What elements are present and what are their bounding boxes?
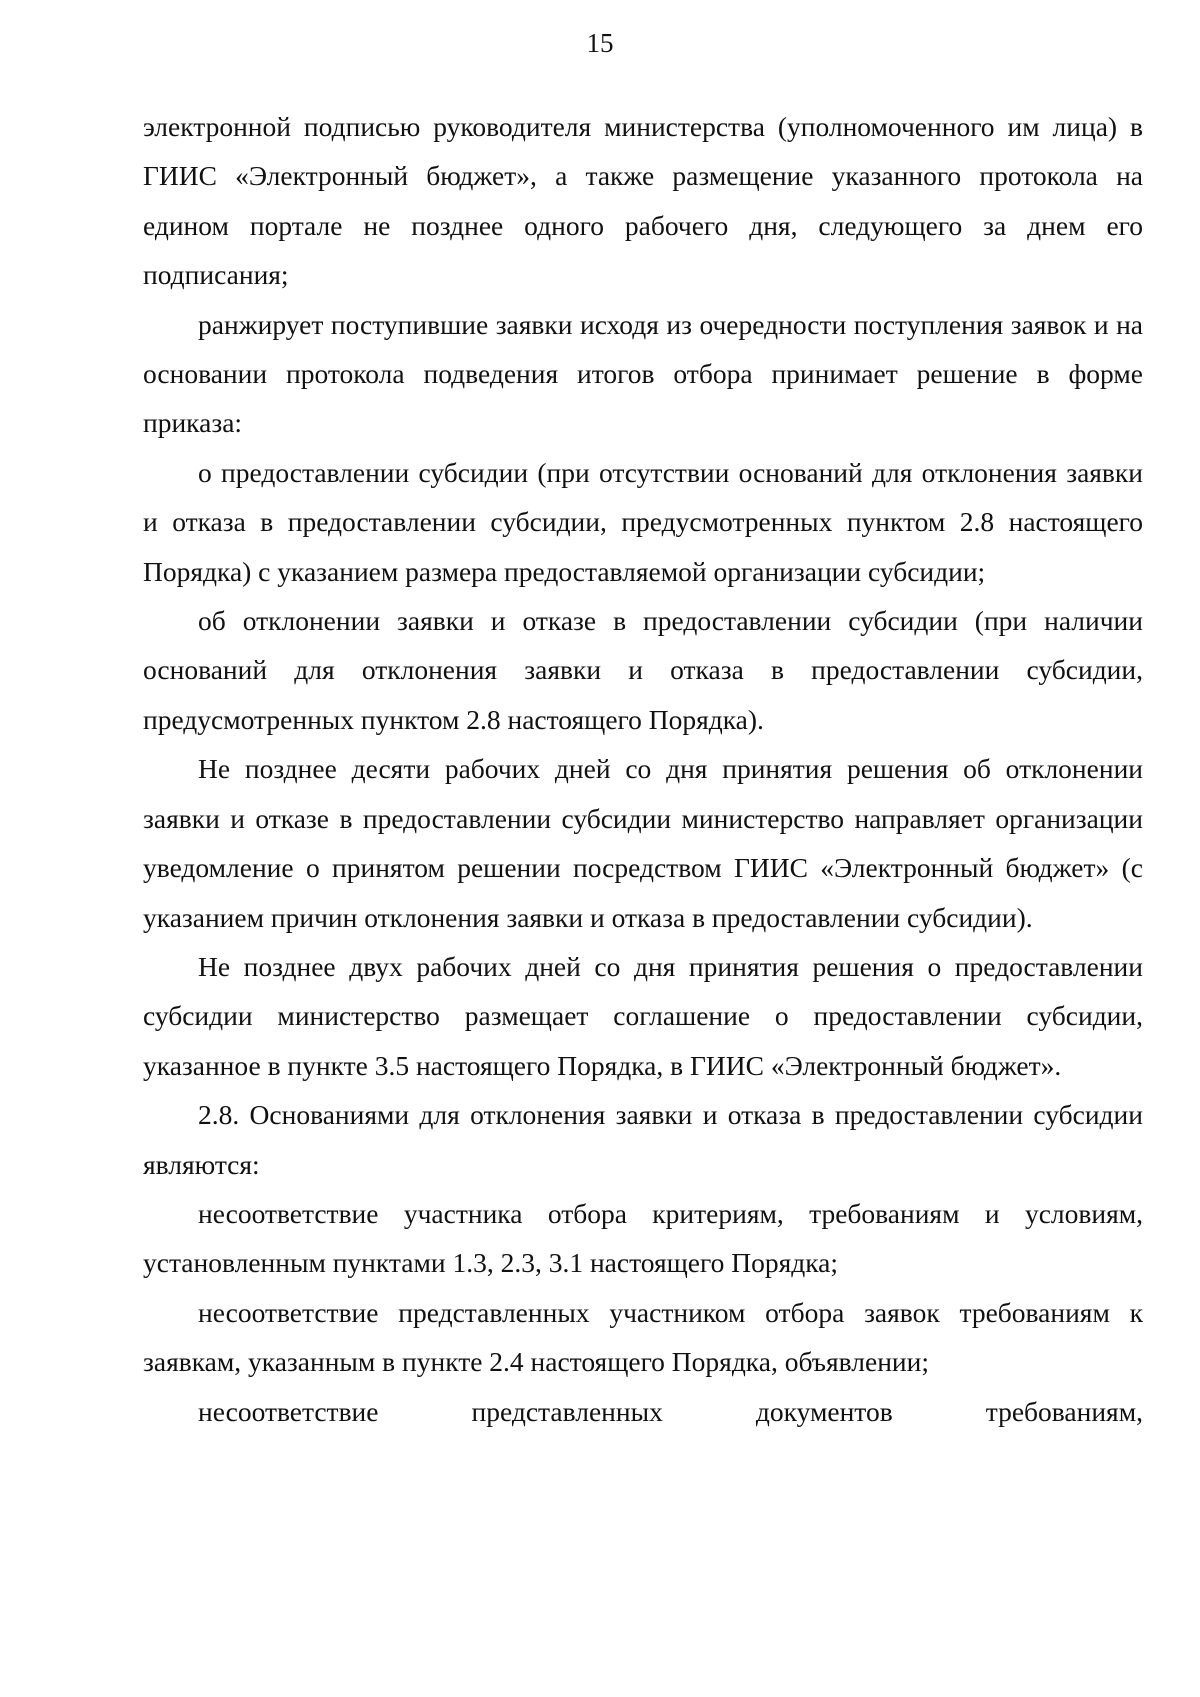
paragraph-ground-documents: несоответствие представленных документов требованиям, bbox=[198, 1395, 1143, 1427]
document-body bbox=[143, 102, 1143, 1436]
paragraph-ranking: ранжирует поступившие заявки исходя из очередности поступления заявок и на основании протокола подведения итогов отбора принимает решение в форме приказа: bbox=[143, 308, 1143, 439]
paragraph-agreement-placement: Не позднее двух рабочих дней со дня принятия решения о предоставлении субсидии министерство размещает соглашение о предоставлении субсидии, указанное в пункте 3.5 настоящего Порядка, в ГИИС «Электронный бюджет». bbox=[143, 950, 1143, 1081]
paragraph-ground-application: несоответствие представленных участником отбора заявок требованиям к заявкам, указанным в пункте 2.4 настоящего Порядка, объявлении; bbox=[143, 1296, 1143, 1378]
paragraph-signature-continuation: электронной подписью руководителя министерства (уполномоченного им лица) в ГИИС «Электронный бюджет», а также размещение указанного протокола на едином портале не позднее одного рабочего дня, следующего за днем его подписания; bbox=[143, 111, 1143, 291]
paragraph-grounds-heading: 2.8. Основаниями для отклонения заявки и отказа в предоставлении субсидии являются: bbox=[143, 1099, 1143, 1180]
paragraph-rejection-decision: об отклонении заявки и отказе в предоставлении субсидии (при наличии оснований для отклонения заявки и отказа в предоставлении субсидии, предусмотренных пунктом 2.8 настоящего Порядка). bbox=[143, 605, 1143, 735]
page-number: 15 bbox=[586, 28, 614, 58]
paragraph-rejection-notice: Не позднее десяти рабочих дней со дня принятия решения об отклонении заявки и отказе в предоставлении субсидии министерство направляет организации уведомление о принятом решении посредством ГИИС «Электронный бюджет» (с указанием причин отклонения заявки и отказа в предоставлении субсидии). bbox=[143, 753, 1143, 933]
paragraph-grant-decision: о предоставлении субсидии (при отсутствии оснований для отклонения заявки и отказа в предоставлении субсидии, предусмотренных пунктом 2.8 настоящего Порядка) с указанием размера предоставляемой организации субсидии; bbox=[143, 456, 1143, 587]
paragraph-ground-criteria: несоответствие участника отбора критериям, требованиям и условиям, установленным пунктами 1.3, 2.3, 3.1 настоящего Порядка; bbox=[143, 1197, 1143, 1279]
